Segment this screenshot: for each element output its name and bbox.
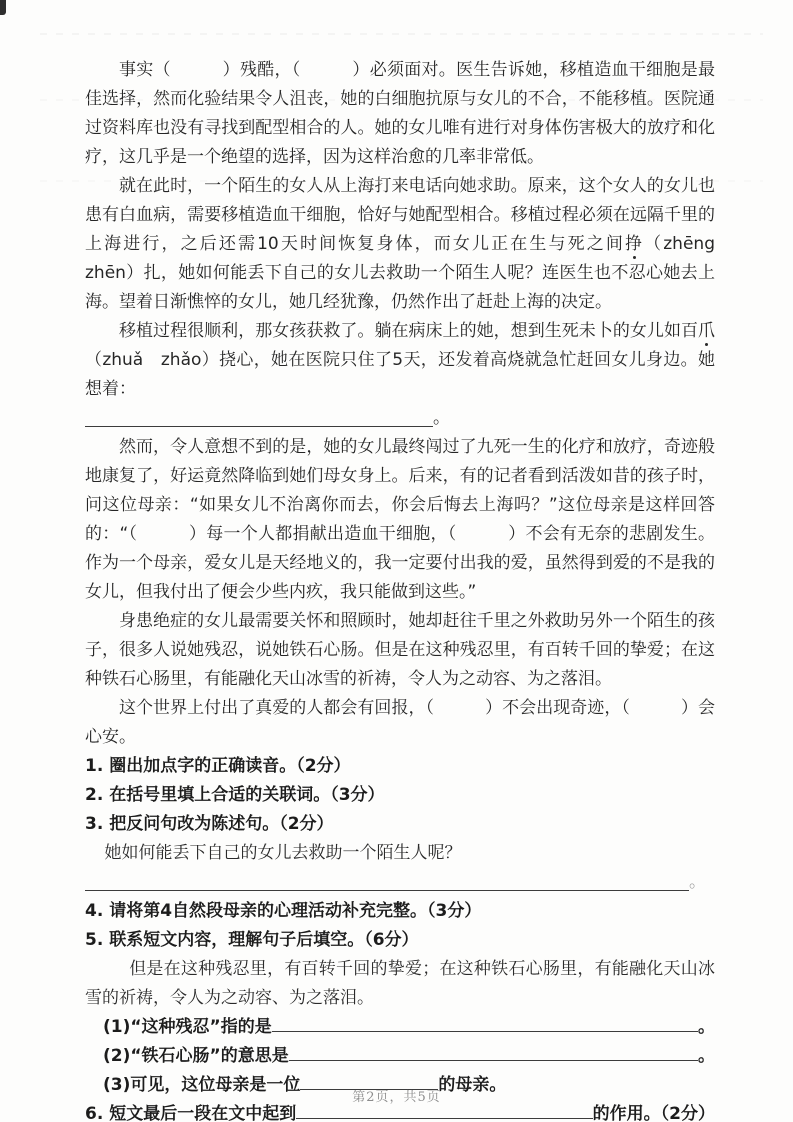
- question-6-prefix: 6. 短文最后一段在文中起到: [85, 1104, 297, 1122]
- fill-in-blank-line: [296, 1118, 592, 1119]
- sub-question-label: (3)可见，这位母亲是一位: [103, 1075, 301, 1095]
- question-1: 1. 圈出加点字的正确读音。（2分）: [85, 756, 351, 776]
- page-number: 第2页，共5页: [352, 1090, 441, 1105]
- sub-question-label: (2)“铁石心肠”的意思是: [103, 1046, 289, 1066]
- question-3-sentence: 她如何能丢下自己的女儿去救助一个陌生人呢？: [104, 843, 462, 863]
- scan-artifact: [40, 99, 763, 101]
- answer-line: [85, 890, 689, 891]
- passage-paragraph-6: 这个世界上付出了真爱的人都会有回报，（ ）不会出现奇迹，（ ）会心安。: [85, 698, 715, 747]
- emphasized-char: 挣: [625, 234, 645, 254]
- passage-text-segment: （zhuǎ zhǎo）挠心，她在医院只住了5天，还发着高烧就急忙赶回女儿身边。她想着：: [85, 350, 715, 399]
- question-2: 2. 在括号里填上合适的关联词。（3分）: [85, 785, 385, 805]
- passage-paragraph-4: 然而，令人意想不到的是，她的女儿最终闯过了九死一生的化疗和放疗，奇迹般地康复了，好运竟然降临到她们母女身上。后来，有的记者看到活泼如昔的孩子时，问这位母亲：“如果女儿不治离你而去，你会后悔去上海吗？”这位母亲是这样回答的：“（ ）每一个人都捐献出造血干细胞，（ ）不会有无奈的悲剧发生。作为一个母亲，爱女儿是天经地义的，我一定要付出我的爱，虽然得到爱的不是我的女儿，但我付出了便会少些内疚，我只能做到这些。”: [85, 437, 715, 602]
- passage-text-segment: 。: [433, 408, 450, 428]
- question-3-answer-row: [85, 868, 715, 897]
- question-5: 5. 联系短文内容，理解句子后填空。（6分）: [85, 930, 419, 950]
- passage-text-segment: 移植过程很顺利，那女孩获救了。躺在病床上的她，想到生死未卜的女儿如百: [119, 321, 698, 341]
- passage-paragraph-1: 事实（ ）残酷，（ ）必须面对。医生告诉她，移植造血干细胞是最佳选择，然而化验结果令人沮丧，她的白细胞抗原与女儿的不合，不能移植。医院通过资料库也没有寻找到配型相合的人。她的女儿唯有进行对身体伤害极大的放疗和化疗，这几乎是一个绝望的选择，因为这样治愈的几率非常低。: [85, 60, 715, 167]
- sub-question-end: 。: [698, 1046, 715, 1066]
- question-6-suffix: 的作用。（2分）: [592, 1104, 715, 1122]
- fill-in-blank-line: [289, 1060, 698, 1061]
- passage-text-segment: （zhēng zhēn）扎，她如何能丢下自己的女儿去救助一个陌生人呢？连医生也不忍心她去上海。望着日渐憔悴的女儿，她几经犹豫，仍然作出了赶赴上海的决定。: [85, 234, 732, 312]
- question-5-sub-2: [85, 1042, 715, 1071]
- sub-question-label: (1)“这种残忍”指的是: [103, 1017, 272, 1037]
- passage-paragraph-3: [85, 317, 715, 433]
- sub-question-end: 的母亲。: [438, 1075, 507, 1095]
- question-5-sub-1: [85, 1013, 715, 1042]
- passage-paragraph-5: 身患绝症的女儿最需要关怀和照顾时，她却赶往千里之外救助另外一个陌生的孩子，很多人说她残忍，说她铁石心肠。但是在这种残忍里，有百转千回的挚爱；在这种铁石心肠里，有能融化天山冰雪的祈祷，令人为之动容、为之落泪。: [85, 611, 715, 689]
- fill-in-blank-line: [272, 1031, 698, 1032]
- answer-line-period: 。: [689, 872, 706, 892]
- emphasized-char: 爪: [698, 321, 715, 341]
- fill-in-blank-line: [85, 426, 433, 427]
- question-4: 4. 请将第4自然段母亲的心理活动补充完整。（3分）: [85, 901, 482, 921]
- question-5-sentence: 但是在这种残忍里，有百转千回的挚爱；在这种铁石心肠里，有能融化天山冰雪的祈祷，令人为之动容、为之落泪。: [85, 959, 715, 1008]
- scan-artifact: [40, 180, 763, 182]
- passage-paragraph-2: [85, 172, 732, 317]
- sub-question-end: 。: [698, 1017, 715, 1037]
- question-3: 3. 把反问句改为陈述句。（2分）: [85, 814, 334, 834]
- passage-text-segment: 就在此时，一个陌生的女人从上海打来电话向她求助。原来，这个女人的女儿也患有白血病，需要移植造血干细胞，恰好与她配型相合。移植过程必须在远隔千里的上海进行，之后还需10天时间恢复身体，而女儿正在生与死之间: [85, 176, 715, 254]
- scan-artifact: [0, 0, 6, 15]
- scan-artifact: [40, 33, 763, 35]
